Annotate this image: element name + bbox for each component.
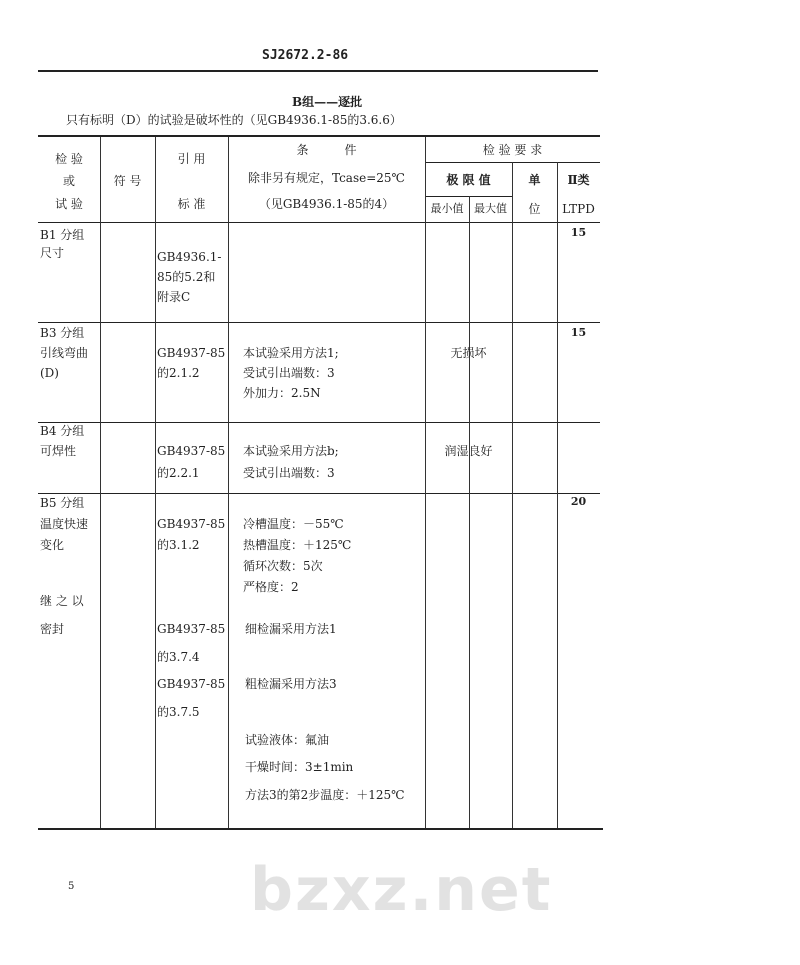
limit-value: 无损坏 bbox=[450, 346, 487, 360]
ref-std: 的3.1.2 bbox=[157, 538, 200, 552]
table-divider bbox=[228, 137, 229, 828]
table-rule bbox=[38, 493, 600, 494]
condition: 细检漏采用方法1 bbox=[245, 622, 337, 636]
header-test-1: 检 验 bbox=[55, 152, 83, 166]
ref-std: 的2.2.1 bbox=[157, 466, 200, 480]
condition: 严格度：2 bbox=[243, 580, 299, 594]
test-name: 继 之 以 bbox=[40, 594, 84, 608]
test-name: (D) bbox=[40, 366, 59, 380]
test-name: 变化 bbox=[40, 538, 65, 552]
ref-std: 的2.1.2 bbox=[157, 366, 200, 380]
header-test-3: 试 验 bbox=[55, 197, 83, 211]
ref-std: GB4936.1- bbox=[157, 250, 222, 264]
header-test-2: 或 bbox=[62, 174, 75, 188]
test-name: 可焊性 bbox=[40, 444, 77, 458]
header-cond-2: 除非另有规定，Tcase=25℃ bbox=[248, 171, 405, 185]
table-divider bbox=[155, 137, 156, 828]
header-rule bbox=[38, 70, 598, 72]
condition: 本试验采用方法b; bbox=[243, 444, 339, 458]
ref-std: GB4937-85 bbox=[157, 346, 226, 360]
ref-std: GB4937-85 bbox=[157, 677, 226, 691]
test-name: B4 分组 bbox=[40, 424, 85, 438]
table-divider bbox=[512, 162, 513, 828]
test-name: 尺寸 bbox=[40, 246, 65, 260]
header-cond-3: （见GB4936.1-85的4） bbox=[258, 197, 395, 211]
header-req: 检 验 要 求 bbox=[482, 143, 543, 157]
header-ltpd-2: LTPD bbox=[562, 202, 595, 216]
header-unit-1: 单 bbox=[528, 173, 541, 187]
header-unit-2: 位 bbox=[528, 202, 541, 216]
condition: 受试引出端数：3 bbox=[243, 466, 335, 480]
condition: 循环次数：5次 bbox=[243, 559, 323, 573]
table-rule bbox=[38, 322, 600, 323]
ltpd-value: 15 bbox=[570, 326, 587, 339]
header-ltpd-1: Ⅱ类 bbox=[567, 173, 590, 187]
condition: 外加力：2.5N bbox=[243, 386, 321, 400]
condition: 冷槽温度：－55℃ bbox=[243, 517, 344, 531]
ref-std: 85的5.2和 bbox=[157, 270, 216, 284]
condition: 热槽温度：＋125℃ bbox=[243, 538, 352, 552]
header-ref-2: 标 准 bbox=[177, 197, 206, 211]
section-subtitle: 只有标明（D）的试验是破坏性的（见GB4936.1-85的3.6.6） bbox=[66, 113, 402, 127]
limit-value: 润湿良好 bbox=[444, 444, 493, 458]
header-limit: 极 限 值 bbox=[446, 173, 491, 187]
header-cond-1: 条 件 bbox=[296, 143, 357, 157]
test-name: B3 分组 bbox=[40, 326, 85, 340]
ref-std: 的3.7.4 bbox=[157, 650, 200, 664]
test-name: 密封 bbox=[40, 622, 65, 636]
table-rule bbox=[38, 222, 600, 223]
ltpd-value: 15 bbox=[570, 226, 587, 239]
ref-std: GB4937-85 bbox=[157, 444, 226, 458]
test-name: 温度快速 bbox=[40, 517, 89, 531]
table-divider bbox=[469, 196, 470, 828]
condition: 干燥时间：3±1min bbox=[245, 760, 354, 774]
ref-std: 附录C bbox=[157, 290, 191, 304]
watermark: bzxz.net bbox=[250, 855, 553, 925]
test-name: 引线弯曲 bbox=[40, 346, 89, 360]
table-rule bbox=[38, 135, 600, 137]
condition: 粗检漏采用方法3 bbox=[245, 677, 337, 691]
condition: 本试验采用方法1; bbox=[243, 346, 339, 360]
table-rule bbox=[38, 828, 603, 830]
test-name: B5 分组 bbox=[40, 496, 85, 510]
table-rule bbox=[38, 422, 600, 423]
ltpd-value: 20 bbox=[570, 495, 587, 508]
test-name: B1 分组 bbox=[40, 228, 85, 242]
page-number: 5 bbox=[68, 881, 75, 892]
header-symbol: 符 号 bbox=[113, 174, 142, 188]
section-title: B组——逐批 bbox=[292, 95, 363, 109]
table-divider bbox=[100, 137, 101, 828]
condition: 试验液体：氟油 bbox=[245, 733, 330, 747]
ref-std: GB4937-85 bbox=[157, 517, 226, 531]
table-divider bbox=[425, 137, 426, 828]
doc-number: SJ2672.2-86 bbox=[262, 48, 349, 63]
header-max: 最大值 bbox=[474, 202, 507, 215]
condition: 方法3的第2步温度：＋125℃ bbox=[245, 788, 405, 802]
header-ref-1: 引 用 bbox=[177, 152, 206, 166]
ref-std: GB4937-85 bbox=[157, 622, 226, 636]
condition: 受试引出端数：3 bbox=[243, 366, 335, 380]
header-min: 最小值 bbox=[430, 202, 464, 215]
ref-std: 的3.7.5 bbox=[157, 705, 200, 719]
